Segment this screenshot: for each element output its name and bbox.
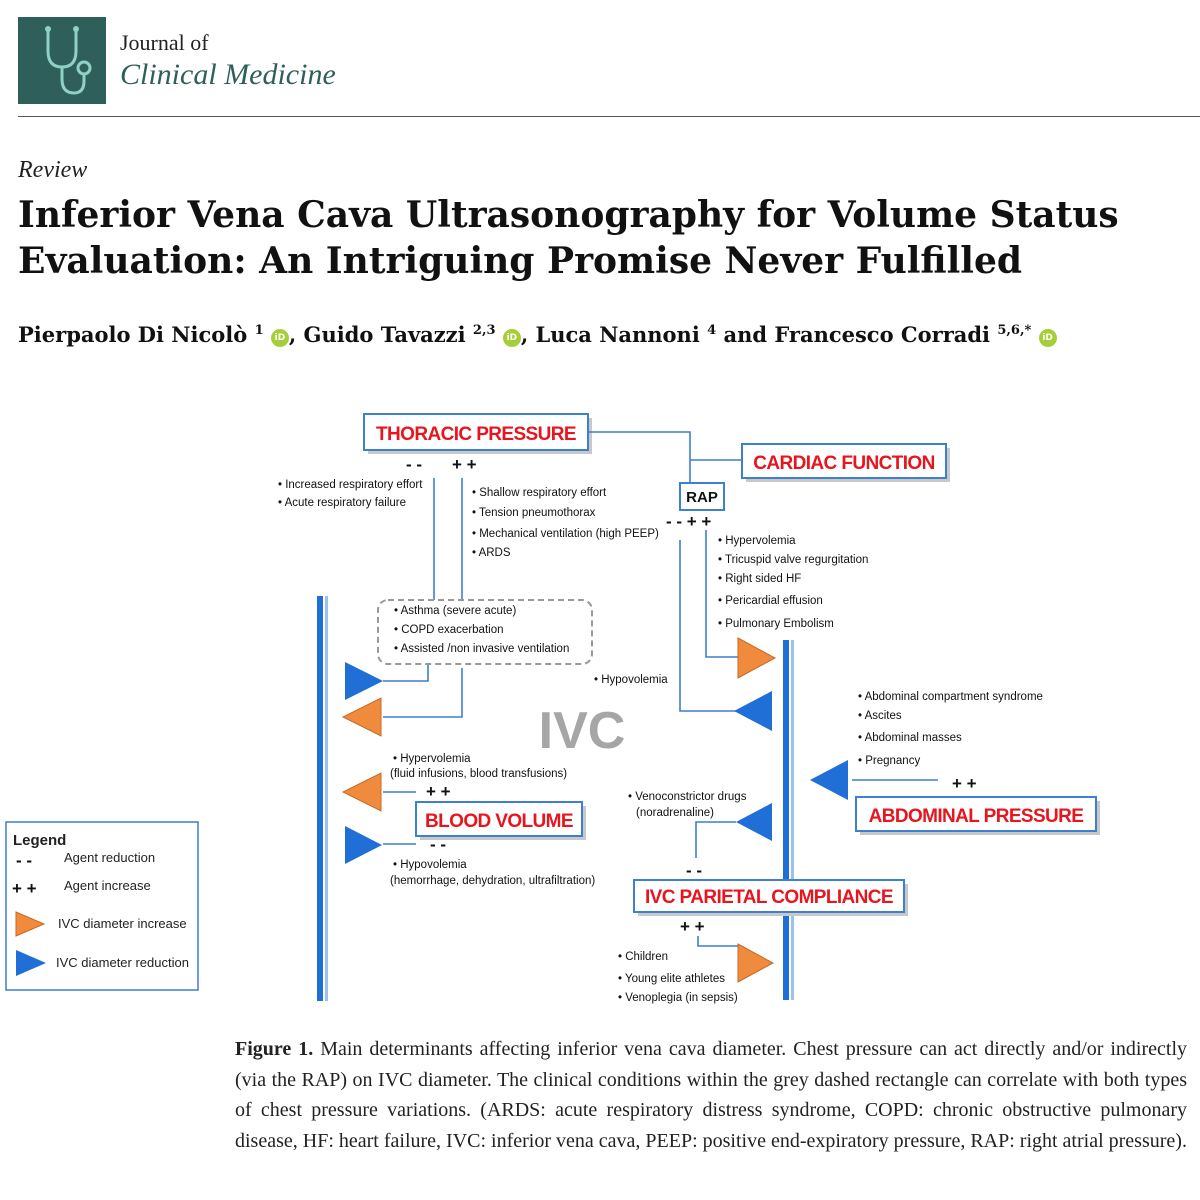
- journal-name: Clinical Medicine: [120, 58, 336, 91]
- list-item: • Abdominal compartment syndrome: [858, 691, 1043, 703]
- abdominal-pressure-label: ABDOMINAL PRESSURE: [868, 806, 1084, 827]
- ivc-increase-arrow: [343, 773, 381, 811]
- list-item: • COPD exacerbation: [394, 624, 504, 636]
- list-item: • Right sided HF: [718, 573, 802, 585]
- list-item: • Hypervolemia: [718, 535, 796, 547]
- author-list: [18, 322, 1057, 347]
- blood-minus-detail: (hemorrhage, dehydration, ultrafiltration): [390, 875, 596, 887]
- ivc-increase-arrow: [738, 638, 775, 678]
- thoracic-minus: - -: [406, 455, 423, 474]
- author-separator: ,: [288, 322, 304, 347]
- cardiac-function-label: CARDIAC FUNCTION: [753, 453, 935, 474]
- ivc-label: IVC: [538, 702, 626, 760]
- venoconstrictor-detail: (noradrenaline): [636, 807, 714, 819]
- list-item: • Tricuspid valve regurgitation: [718, 554, 869, 566]
- legend-minus-symbol: - -: [16, 851, 33, 870]
- author-name[interactable]: Guido Tavazzi: [303, 322, 466, 347]
- journal-logo: [18, 17, 106, 104]
- ivc-reduction-arrow: [345, 826, 382, 864]
- compliance-minus: - -: [686, 861, 703, 880]
- author-affiliation: 4: [707, 323, 717, 338]
- list-item: • Increased respiratory effort: [278, 479, 423, 491]
- blood-volume-label: BLOOD VOLUME: [425, 811, 573, 832]
- ivc-increase-arrow: [738, 944, 773, 982]
- list-item: • Abdominal masses: [858, 732, 962, 744]
- blood-plus-detail: (fluid infusions, blood transfusions): [390, 768, 568, 780]
- author-separator: and: [716, 322, 775, 347]
- list-item: • Pregnancy: [858, 755, 921, 767]
- author-affiliation: 2,3: [472, 323, 496, 338]
- ivc-reduction-arrow: [734, 691, 772, 731]
- ivc-parietal-compliance-label: IVC PARIETAL COMPLIANCE: [645, 887, 893, 908]
- ivc-wall-left: [317, 596, 323, 1001]
- author-affiliation: 5,6,*: [997, 323, 1032, 338]
- list-item: • Shallow respiratory effort: [472, 487, 607, 499]
- list-item: • Assisted /non invasive ventilation: [394, 643, 570, 655]
- blood-minus: - -: [430, 835, 447, 854]
- thoracic-plus: + +: [452, 455, 477, 474]
- figure-caption: [235, 1034, 1187, 1156]
- rap-list: [718, 535, 868, 630]
- article-title: Inferior Vena Cava Ultrasonography for Volume Status Evaluation: An Intriguing Promise Never Fulfilled: [18, 194, 1119, 282]
- author-separator: ,: [520, 322, 536, 347]
- orcid-icon[interactable]: iD: [503, 329, 521, 347]
- list-item: • Tension pneumothorax: [472, 507, 596, 519]
- list-item: • Pulmonary Embolism: [718, 618, 834, 630]
- legend-agent-reduction: Agent reduction: [64, 850, 156, 865]
- hypovolemia-label: • Hypovolemia: [594, 674, 668, 686]
- list-item: • ARDS: [472, 547, 511, 559]
- abdominal-plus: + +: [952, 774, 977, 793]
- compliance-plus: + +: [680, 917, 705, 936]
- caption-label: Figure 1.: [235, 1038, 314, 1060]
- thoracic-plus-list: [472, 487, 659, 559]
- ivc-increase-arrow: [343, 698, 381, 736]
- header-divider: [18, 116, 1200, 117]
- list-item: • Asthma (severe acute): [394, 605, 517, 617]
- blood-plus-item: • Hypervolemia: [393, 753, 471, 765]
- list-item: • Mechanical ventilation (high PEEP): [472, 528, 659, 540]
- list-item: • Pericardial effusion: [718, 595, 823, 607]
- stethoscope-icon: [18, 17, 106, 104]
- legend-agent-increase: Agent increase: [64, 878, 151, 893]
- rap-label: RAP: [686, 489, 718, 506]
- legend: [6, 822, 198, 990]
- list-item: • Children: [618, 951, 669, 963]
- legend-plus-symbol: + +: [12, 879, 37, 898]
- author-name[interactable]: Luca Nannoni: [535, 322, 700, 347]
- author-affiliation: 1: [254, 323, 264, 338]
- ivc-wall-left-inner: [325, 596, 328, 1001]
- caption-text: Main determinants affecting inferior vena cava diameter. Chest pressure can act directly and/or indirectly (via the RAP) on IVC diameter. The clinical conditions within the grey dashed rectangle can correlate with both types of chest pressure variations. (ARDS: acute respiratory distress syndrome, COPD: chronic obstructive pulmonary disease, HF: heart failure, IVC: inferior vena cava, PEEP: positive end-expiratory pressure, RAP: right atrial pressure).: [235, 1038, 1188, 1152]
- figure-diagram: [0, 400, 1200, 1020]
- thoracic-pressure-label: THORACIC PRESSURE: [376, 424, 576, 445]
- blood-plus: + +: [426, 782, 451, 801]
- ivc-wall-right: [783, 640, 789, 1000]
- ivc-wall-right-inner: [791, 640, 794, 1000]
- legend-title: Legend: [13, 832, 67, 849]
- venoconstrictor-item: • Venoconstrictor drugs: [628, 791, 747, 803]
- compliance-list: [618, 951, 738, 1004]
- legend-ivc-increase: IVC diameter increase: [58, 916, 187, 931]
- author-name[interactable]: Francesco Corradi: [774, 322, 991, 347]
- ivc-reduction-arrow: [345, 662, 383, 700]
- legend-ivc-reduction: IVC diameter reduction: [56, 955, 189, 970]
- author-name[interactable]: Pierpaolo Di Nicolò: [18, 322, 248, 347]
- list-item: • Young elite athletes: [618, 973, 725, 985]
- list-item: • Venoplegia (in sepsis): [618, 992, 738, 1004]
- thoracic-minus-list: [278, 479, 423, 509]
- orcid-icon[interactable]: iD: [271, 329, 289, 347]
- rap-minus-plus: - - + +: [666, 512, 712, 531]
- list-item: • Acute respiratory failure: [278, 497, 407, 509]
- abdominal-list: [858, 691, 1043, 767]
- ivc-reduction-arrow: [810, 760, 848, 800]
- list-item: • Ascites: [858, 710, 902, 722]
- article-type: Review: [18, 157, 88, 183]
- blood-minus-item: • Hypovolemia: [393, 859, 467, 871]
- journal-of-label: Journal of: [120, 30, 209, 55]
- ivc-reduction-arrow: [736, 803, 772, 841]
- orcid-icon[interactable]: iD: [1039, 329, 1057, 347]
